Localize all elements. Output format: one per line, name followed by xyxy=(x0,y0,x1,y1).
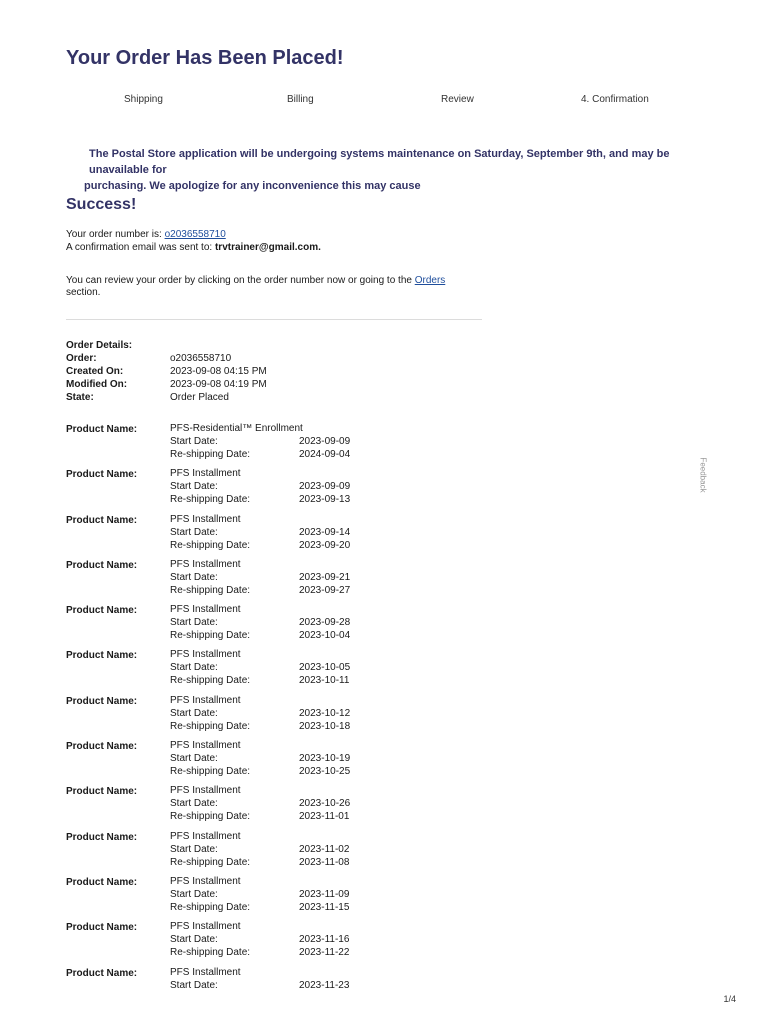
product-name-label: Product Name: xyxy=(66,559,138,571)
modified-on-label: Modified On: xyxy=(66,379,128,390)
reshipping-date-label: Re-shipping Date: xyxy=(170,811,251,823)
order-number-link[interactable]: o2036558710 xyxy=(164,229,226,240)
start-date-value: 2023-09-21 xyxy=(299,571,351,583)
state-label: State: xyxy=(66,392,94,403)
product-name: PFS Installment xyxy=(170,966,241,978)
reshipping-date-value: 2023-09-13 xyxy=(299,494,351,506)
start-date-value: 2023-10-05 xyxy=(299,662,351,674)
reshipping-date-value: 2023-11-15 xyxy=(299,901,350,913)
review-suffix: section. xyxy=(66,287,101,298)
reshipping-date-value: 2023-10-11 xyxy=(299,675,350,687)
order-number-prefix: Your order number is: xyxy=(66,229,165,240)
product-name: PFS Installment xyxy=(170,513,241,525)
step-review[interactable]: Review xyxy=(441,94,474,105)
order-details xyxy=(66,339,486,1011)
reshipping-date-row xyxy=(170,901,349,914)
product-list xyxy=(66,422,486,1011)
product-entry xyxy=(66,784,486,829)
reshipping-date-value: 2023-10-04 xyxy=(299,630,351,642)
success-title: Success! xyxy=(66,196,137,213)
start-date-row xyxy=(170,979,349,992)
product-entry xyxy=(66,920,486,965)
step-billing[interactable]: Billing xyxy=(287,94,314,105)
reshipping-date-label: Re-shipping Date: xyxy=(170,630,251,642)
reshipping-date-value: 2023-09-20 xyxy=(299,539,351,551)
reshipping-date-label: Re-shipping Date: xyxy=(170,901,251,913)
product-name: PFS Installment xyxy=(170,604,241,616)
start-date-value: 2023-11-02 xyxy=(299,843,350,855)
modified-on-value: 2023-09-08 04:19 PM xyxy=(170,379,267,390)
reshipping-date-row xyxy=(170,856,349,869)
start-date-row xyxy=(170,480,350,493)
product-name: PFS Installment xyxy=(170,558,241,570)
reshipping-date-row xyxy=(170,584,350,597)
confirmation-email-line xyxy=(66,242,321,254)
order-number-line xyxy=(66,229,226,241)
order-label: Order: xyxy=(66,353,97,364)
product-entry xyxy=(66,558,486,603)
product-entry xyxy=(66,513,486,558)
start-date-label: Start Date: xyxy=(170,707,218,719)
product-name-label: Product Name: xyxy=(66,922,138,934)
reshipping-date-label: Re-shipping Date: xyxy=(170,947,251,959)
order-value: o2036558710 xyxy=(170,353,232,364)
email-prefix: A confirmation email was sent to: xyxy=(66,242,215,253)
reshipping-date-value: 2023-11-01 xyxy=(299,811,350,823)
reshipping-date-row xyxy=(170,448,350,461)
page-indicator: 1/4 xyxy=(723,994,736,1004)
alert-line-2: purchasing. We apologize for any inconvenience this may cause xyxy=(84,180,421,192)
reshipping-date-label: Re-shipping Date: xyxy=(170,539,251,551)
reshipping-date-row xyxy=(170,674,350,687)
product-entry xyxy=(66,966,486,1011)
start-date-label: Start Date: xyxy=(170,481,218,493)
product-entry xyxy=(66,694,486,739)
start-date-value: 2023-10-19 xyxy=(299,753,351,765)
reshipping-date-row xyxy=(170,539,350,552)
product-name: PFS Installment xyxy=(170,785,241,797)
start-date-row xyxy=(170,752,350,765)
product-name-label: Product Name: xyxy=(66,786,138,798)
reshipping-date-row xyxy=(170,765,350,778)
start-date-row xyxy=(170,571,350,584)
product-entry xyxy=(66,603,486,648)
email-address: trvtrainer@gmail.com. xyxy=(214,242,321,253)
reshipping-date-label: Re-shipping Date: xyxy=(170,494,251,506)
divider xyxy=(66,319,482,320)
order-details-heading: Order Details: xyxy=(66,340,133,351)
product-name-label: Product Name: xyxy=(66,876,138,888)
product-name-label: Product Name: xyxy=(66,967,138,979)
product-name: PFS Installment xyxy=(170,830,241,842)
start-date-label: Start Date: xyxy=(170,934,218,946)
product-name: PFS Installment xyxy=(170,649,241,661)
review-prefix: You can review your order by clicking on the order number now or going to the xyxy=(66,275,415,286)
product-name-label: Product Name: xyxy=(66,741,138,753)
start-date-label: Start Date: xyxy=(170,979,218,991)
feedback-tab[interactable]: Feedback xyxy=(698,457,708,493)
state-value: Order Placed xyxy=(170,392,229,403)
product-entry xyxy=(66,739,486,784)
reshipping-date-row xyxy=(170,810,350,823)
start-date-value: 2023-09-09 xyxy=(299,481,351,493)
start-date-value: 2023-11-16 xyxy=(299,934,350,946)
start-date-row xyxy=(170,843,349,856)
start-date-label: Start Date: xyxy=(170,888,218,900)
product-name-label: Product Name: xyxy=(66,831,138,843)
review-instructions xyxy=(66,275,486,299)
alert-line-1: The Postal Store application will be undergoing systems maintenance on Saturday, September 9th, and may be unavailable for xyxy=(89,148,670,176)
start-date-row xyxy=(170,707,350,720)
start-date-value: 2023-10-12 xyxy=(299,707,351,719)
product-name-label: Product Name: xyxy=(66,650,138,662)
page-title: Your Order Has Been Placed! xyxy=(66,47,344,69)
start-date-label: Start Date: xyxy=(170,617,218,629)
start-date-value: 2023-09-28 xyxy=(299,617,351,629)
reshipping-date-value: 2023-09-27 xyxy=(299,584,351,596)
maintenance-alert xyxy=(84,146,704,194)
reshipping-date-row xyxy=(170,946,349,959)
product-name-label: Product Name: xyxy=(66,695,138,707)
start-date-row xyxy=(170,933,349,946)
product-name: PFS Installment xyxy=(170,875,241,887)
start-date-value: 2023-09-09 xyxy=(299,436,351,447)
product-entry xyxy=(66,875,486,920)
reshipping-date-label: Re-shipping Date: xyxy=(170,675,251,687)
product-name-label: Product Name: xyxy=(66,514,138,526)
created-on-value: 2023-09-08 04:15 PM xyxy=(170,366,267,377)
product-entry xyxy=(66,467,486,512)
start-date-row xyxy=(170,661,350,674)
reshipping-date-label: Re-shipping Date: xyxy=(170,720,251,732)
reshipping-date-label: Re-shipping Date: xyxy=(170,449,251,460)
start-date-value: 2023-09-14 xyxy=(299,526,351,538)
start-date-value: 2023-11-09 xyxy=(299,888,350,900)
product-name: PFS Installment xyxy=(170,921,241,933)
reshipping-date-label: Re-shipping Date: xyxy=(170,766,251,778)
step-confirmation: 4. Confirmation xyxy=(581,94,649,105)
product-name-label: Product Name: xyxy=(66,469,138,481)
reshipping-date-value: 2024-09-04 xyxy=(299,449,351,460)
start-date-row xyxy=(170,435,350,448)
start-date-value: 2023-11-23 xyxy=(299,979,350,991)
start-date-label: Start Date: xyxy=(170,798,218,810)
reshipping-date-value: 2023-10-25 xyxy=(299,766,351,778)
reshipping-date-row xyxy=(170,629,350,642)
product-name: PFS Installment xyxy=(170,468,241,480)
reshipping-date-label: Re-shipping Date: xyxy=(170,584,251,596)
created-on-label: Created On: xyxy=(66,366,124,377)
product-entry xyxy=(66,648,486,693)
product-name: PFS Installment xyxy=(170,694,241,706)
product-entry xyxy=(66,830,486,875)
start-date-label: Start Date: xyxy=(170,662,218,674)
product-name-label: Product Name: xyxy=(66,424,138,435)
reshipping-date-row xyxy=(170,493,350,506)
start-date-label: Start Date: xyxy=(170,436,218,447)
start-date-label: Start Date: xyxy=(170,571,218,583)
start-date-row xyxy=(170,888,349,901)
reshipping-date-value: 2023-10-18 xyxy=(299,720,351,732)
reshipping-date-value: 2023-11-08 xyxy=(299,856,350,868)
start-date-label: Start Date: xyxy=(170,843,218,855)
step-shipping[interactable]: Shipping xyxy=(124,94,163,105)
start-date-label: Start Date: xyxy=(170,526,218,538)
product-name: PFS Installment xyxy=(170,740,241,752)
orders-link[interactable]: Orders xyxy=(414,275,446,286)
start-date-row xyxy=(170,616,350,629)
reshipping-date-value: 2023-11-22 xyxy=(299,947,350,959)
reshipping-date-label: Re-shipping Date: xyxy=(170,856,251,868)
start-date-row xyxy=(170,526,350,539)
product-name-label: Product Name: xyxy=(66,605,138,617)
reshipping-date-row xyxy=(170,720,350,733)
start-date-label: Start Date: xyxy=(170,753,218,765)
start-date-value: 2023-10-26 xyxy=(299,798,351,810)
start-date-row xyxy=(170,797,350,810)
product-entry xyxy=(66,422,486,467)
product-name: PFS-Residential™ Enrollment xyxy=(170,423,303,434)
